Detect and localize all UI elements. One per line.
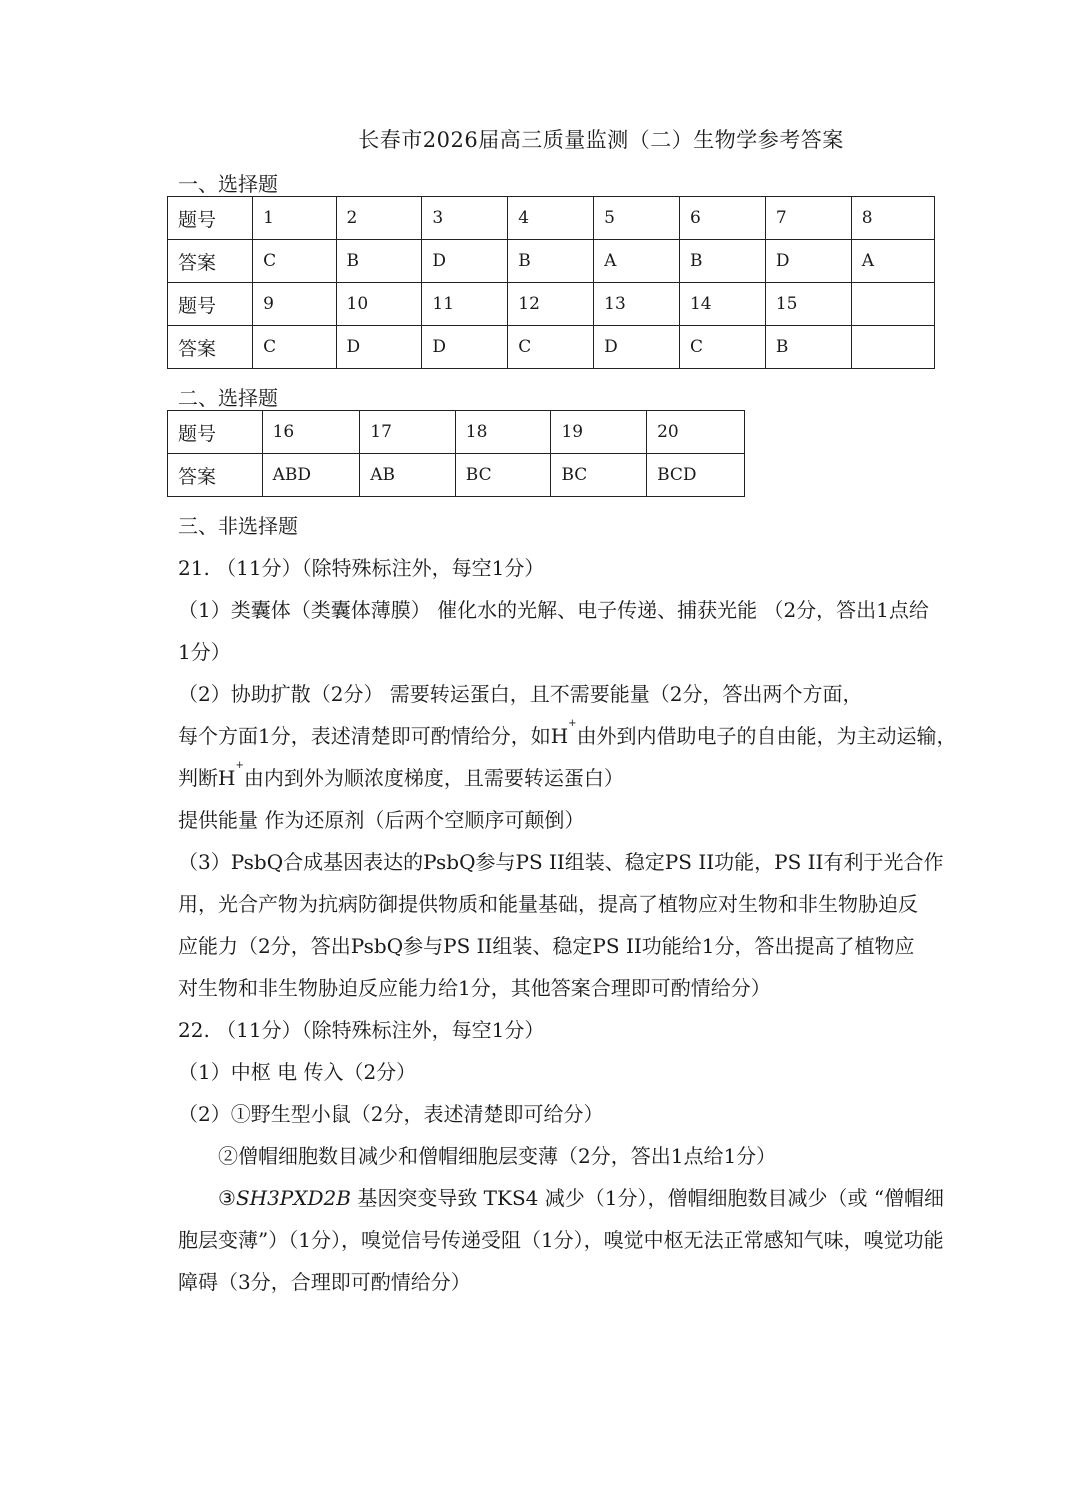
row-label: 答案 xyxy=(168,240,253,283)
table-cell xyxy=(851,283,934,326)
q22-line xyxy=(218,1182,944,1211)
table-cell: 8 xyxy=(851,197,934,240)
table-cell: B xyxy=(508,240,594,283)
table-row xyxy=(168,326,935,369)
table-cell: 5 xyxy=(594,197,680,240)
q21-line xyxy=(178,720,957,749)
text-run: 由内到外为顺浓度梯度，且需要转运蛋白） xyxy=(243,766,624,790)
table-cell: BC xyxy=(455,454,551,497)
section-1-heading: 一、选择题 xyxy=(178,172,278,196)
section-2-heading: 二、选择题 xyxy=(178,386,278,410)
table-cell: 9 xyxy=(253,283,336,326)
table-cell: 7 xyxy=(765,197,851,240)
table-cell: 10 xyxy=(336,283,422,326)
table-cell: 12 xyxy=(508,283,594,326)
q21-line: （1）类囊体（类囊体薄膜） 催化水的光解、电子传递、捕获光能 （2分，答出1点给 xyxy=(178,598,929,622)
table-cell: A xyxy=(594,240,680,283)
table-cell: B xyxy=(336,240,422,283)
table-cell: 19 xyxy=(551,411,647,454)
q21-line: 对生物和非生物胁迫反应能力给1分，其他答案合理即可酌情给分） xyxy=(178,976,771,1000)
table-row xyxy=(168,283,935,326)
table-cell: 4 xyxy=(508,197,594,240)
superscript: + xyxy=(568,718,577,729)
q21-line: 用，光合产物为抗病防御提供物质和能量基础，提高了植物应对生物和非生物胁迫反 xyxy=(178,892,918,916)
q22-line: ②僧帽细胞数目减少和僧帽细胞层变薄（2分，答出1点给1分） xyxy=(218,1144,777,1168)
text-run: 由外到内借助电子的自由能，为主动运输， xyxy=(576,724,957,748)
table-cell: BCD xyxy=(647,454,745,497)
table-cell: 14 xyxy=(679,283,765,326)
row-label: 答案 xyxy=(168,454,263,497)
table-cell: 13 xyxy=(594,283,680,326)
table-cell: AB xyxy=(360,454,456,497)
q22-line: 胞层变薄”）（1分），嗅觉信号传递受阻（1分），嗅觉中枢无法正常感知气味，嗅觉功能 xyxy=(178,1228,944,1252)
table-cell: 17 xyxy=(360,411,456,454)
table-cell: 11 xyxy=(422,283,508,326)
table-cell: D xyxy=(594,326,680,369)
q22-line: （1）中枢 电 传入（2分） xyxy=(178,1060,417,1084)
table-cell: D xyxy=(765,240,851,283)
page-title: 长春市2026届高三质量监测（二）生物学参考答案 xyxy=(358,128,844,152)
table-cell: C xyxy=(679,326,765,369)
row-label: 题号 xyxy=(168,197,253,240)
table-row xyxy=(168,411,745,454)
q21-line: 应能力（2分，答出PsbQ参与PS II组装、稳定PS II功能给1分，答出提高了植物应 xyxy=(178,934,915,958)
table-row xyxy=(168,240,935,283)
table-cell: D xyxy=(422,326,508,369)
q21-line: （3）PsbQ合成基因表达的PsbQ参与PS II组装、稳定PS II功能，PS II有利于光合作 xyxy=(178,850,944,874)
table-cell: 16 xyxy=(262,411,360,454)
q22-header: 22. （11分）（除特殊标注外，每空1分） xyxy=(178,1018,545,1042)
table-cell: D xyxy=(336,326,422,369)
table-cell: 15 xyxy=(765,283,851,326)
text-run: 基因突变导致 TKS4 减少（1分），僧帽细胞数目减少（或 “僧帽细 xyxy=(350,1186,945,1210)
table-cell: D xyxy=(422,240,508,283)
q22-line: （2）①野生型小鼠（2分，表述清楚即可给分） xyxy=(178,1102,604,1126)
table-cell: ABD xyxy=(262,454,360,497)
row-label: 答案 xyxy=(168,326,253,369)
q21-line: 提供能量 作为还原剂（后两个空顺序可颠倒） xyxy=(178,808,585,832)
table-cell: 6 xyxy=(679,197,765,240)
q21-line: （2）协助扩散（2分） 需要转运蛋白，且不需要能量（2分，答出两个方面， xyxy=(178,682,863,706)
table-cell: C xyxy=(253,240,336,283)
section-3-heading: 三、非选择题 xyxy=(178,514,298,538)
answer-table-1 xyxy=(167,196,935,369)
q21-line xyxy=(178,762,624,791)
answer-table-2 xyxy=(167,410,745,497)
table-row xyxy=(168,197,935,240)
table-cell: BC xyxy=(551,454,647,497)
text-run: 判断H xyxy=(178,766,236,790)
table-cell: A xyxy=(851,240,934,283)
table-cell: C xyxy=(508,326,594,369)
text-run: ③ xyxy=(218,1186,236,1210)
table-cell: B xyxy=(765,326,851,369)
q22-line: 障碍（3分，合理即可酌情给分） xyxy=(178,1270,471,1294)
table-row xyxy=(168,454,745,497)
table-cell: 18 xyxy=(455,411,551,454)
table-cell: B xyxy=(679,240,765,283)
table-cell xyxy=(851,326,934,369)
q21-header: 21. （11分）（除特殊标注外，每空1分） xyxy=(178,556,545,580)
table-cell: 20 xyxy=(647,411,745,454)
gene-name: SH3PXD2B xyxy=(235,1186,351,1210)
text-run: 每个方面1分，表述清楚即可酌情给分，如H xyxy=(178,724,569,748)
row-label: 题号 xyxy=(168,283,253,326)
row-label: 题号 xyxy=(168,411,263,454)
table-cell: 2 xyxy=(336,197,422,240)
q21-line: 1分） xyxy=(178,640,231,664)
table-cell: 3 xyxy=(422,197,508,240)
table-cell: C xyxy=(253,326,336,369)
table-cell: 1 xyxy=(253,197,336,240)
superscript: + xyxy=(235,760,244,771)
